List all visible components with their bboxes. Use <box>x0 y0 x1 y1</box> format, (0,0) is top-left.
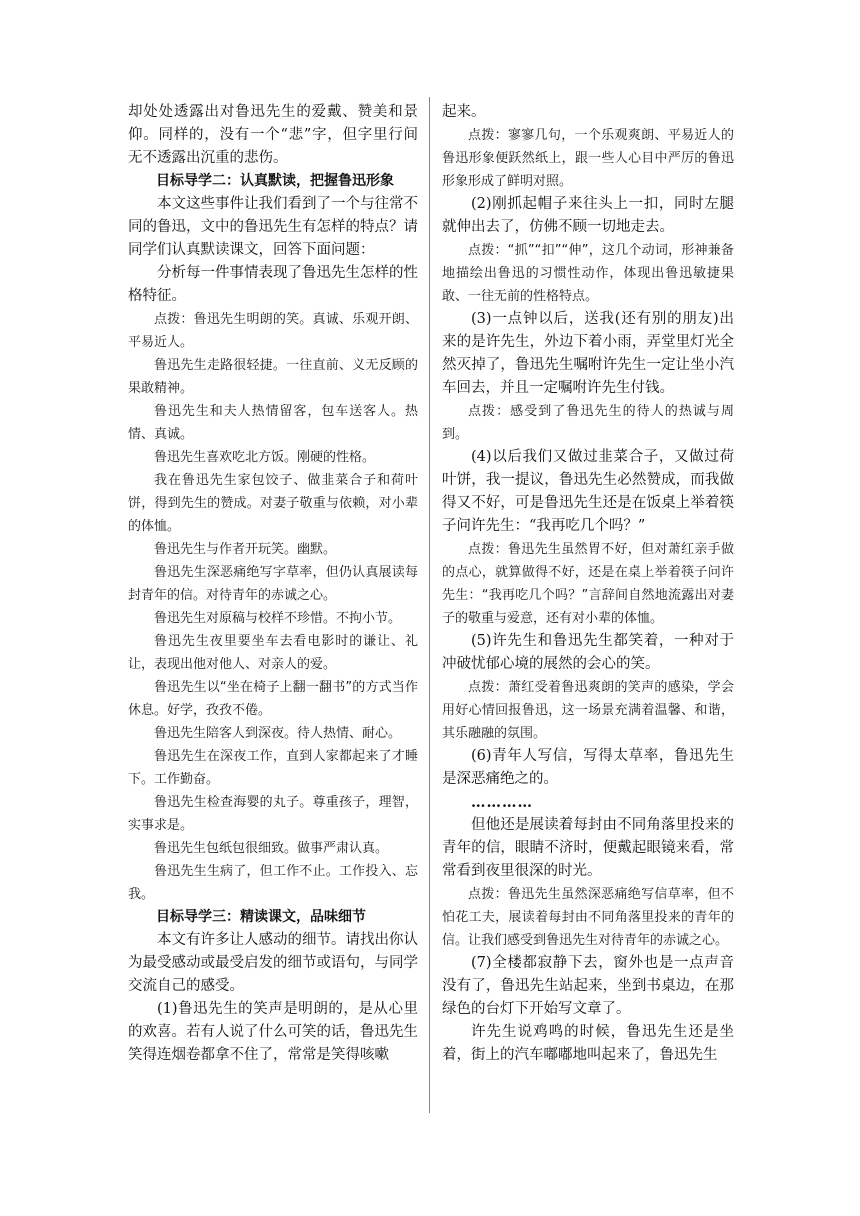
annotation-paragraph: 点拨：感受到了鲁迅先生的待人的热诚与周到。 <box>442 404 734 442</box>
annotation-paragraph: 鲁迅先生深恶痛绝写字草率，但仍认真展读每封青年的信。对待青年的赤诚之心。 <box>128 565 418 603</box>
annotation-paragraph: 点拨：鲁迅先生虽然深恶痛绝写信草率，但不怕花工夫，展读着每封由不同角落里投来的青年的信。让我们感受到鲁迅先生对待青年的赤诚之心。 <box>442 887 734 948</box>
body-paragraph: (4)以后我们又做过韭菜合子，又做过荷叶饼，我一提议，鲁迅先生必然赞成，而我做得又不好，可是鲁迅先生还是在饭桌上举着筷子问许先生：“我再吃几个吗？” <box>442 449 734 534</box>
annotation-paragraph: 鲁迅先生和夫人热情留客，包车送客人。热情、真诚。 <box>128 404 418 442</box>
left-column <box>128 101 418 1067</box>
body-paragraph: 本文有许多让人感动的细节。请找出你认为最受感动或最受启发的细节或语句，与同学交流自己的感受。 <box>128 932 418 994</box>
body-paragraph: (5)许先生和鲁迅先生都笑着，一种对于冲破忧郁心境的展然的会心的笑。 <box>442 633 734 672</box>
continued-paragraph: 却处处透露出对鲁迅先生的爱戴、赞美和景仰。同样的，没有一个“悲”字，但字里行间无不透露出沉重的悲伤。 <box>128 104 418 166</box>
annotation-paragraph: 我在鲁迅先生家包饺子、做韭菜合子和荷叶饼，得到先生的赞成。对妻子敬重与依赖，对小辈的体恤。 <box>128 473 418 534</box>
annotation-paragraph: 鲁迅先生检查海婴的丸子。尊重孩子，理智，实事求是。 <box>128 795 418 833</box>
annotation-paragraph: 鲁迅先生包纸包很细致。做事严肃认真。 <box>154 841 389 856</box>
annotation-paragraph: 鲁迅先生与作者开玩笑。幽默。 <box>154 542 337 557</box>
body-paragraph: 本文这些事件让我们看到了一个与往常不同的鲁迅，文中的鲁迅先生有怎样的特点？请同学们认真默读课文，回答下面问题： <box>128 196 418 258</box>
body-paragraph: 分析每一件事情表现了鲁迅先生怎样的性格特征。 <box>128 265 418 304</box>
right-column <box>442 101 734 1067</box>
body-paragraph: (1)鲁迅先生的笑声是明朗的，是从心里的欢喜。若有人说了什么可笑的话，鲁迅先生笑得连烟卷都拿不住了，常常是笑得咳嗽 <box>128 1001 418 1063</box>
column-divider <box>429 97 430 1113</box>
ellipsis-line: ………… <box>471 794 533 811</box>
annotation-paragraph: 点拨：萧红受着鲁迅爽朗的笑声的感染，学会用好心情回报鲁迅，这一场景充满着温馨、和谐，其乐融融的氛围。 <box>442 680 734 741</box>
annotation-paragraph: 点拨：“抓”“扣”“伸”，这几个动词，形神兼备地描绘出鲁迅的习惯性动作，体现出鲁迅敏捷果敢、一往无前的性格特点。 <box>442 243 734 304</box>
section-heading: 目标导学三：精读课文，品味细节 <box>156 909 366 925</box>
annotation-paragraph: 鲁迅先生走路很轻捷。一往直前、义无反顾的果敢精神。 <box>128 358 418 396</box>
body-paragraph: 许先生说鸡鸣的时候，鲁迅先生还是坐着，街上的汽车嘟嘟地叫起来了，鲁迅先生 <box>442 1024 734 1063</box>
body-paragraph: (2)刚抓起帽子来往头上一扣，同时左腿就伸出去了，仿佛不顾一切地走去。 <box>442 196 734 235</box>
body-paragraph: (6)青年人写信，写得太草率，鲁迅先生是深恶痛绝之的。 <box>442 748 734 787</box>
annotation-paragraph: 点拨：鲁迅先生明朗的笑。真诚、乐观开朗、平易近人。 <box>128 312 418 350</box>
continued-paragraph: 起来。 <box>442 104 486 120</box>
section-heading: 目标导学二：认真默读，把握鲁迅形象 <box>156 173 394 189</box>
annotation-paragraph: 鲁迅先生陪客人到深夜。待人热情、耐心。 <box>154 726 402 741</box>
body-paragraph: (7)全楼都寂静下去，窗外也是一点声音没有了，鲁迅先生站起来，坐到书桌边，在那绿色的台灯下开始写文章了。 <box>442 955 734 1017</box>
annotation-paragraph: 点拨：鲁迅先生虽然胃不好，但对萧红亲手做的点心，就算做得不好，还是在桌上举着筷子问许先生：“我再吃几个吗？”言辞间自然地流露出对妻子的敬重与爱意，还有对小辈的体恤。 <box>442 542 734 626</box>
annotation-paragraph: 鲁迅先生生病了，但工作不止。工作投入、忘我。 <box>128 864 418 902</box>
annotation-paragraph: 鲁迅先生喜欢吃北方饭。刚硬的性格。 <box>154 450 376 465</box>
body-paragraph: 但他还是展读着每封由不同角落里投来的青年的信，眼睛不济时，便戴起眼镜来看，常常看到夜里很深的时光。 <box>442 817 734 879</box>
body-paragraph: (3)一点钟以后，送我(还有别的朋友)出来的是许先生，外边下着小雨，弄堂里灯光全然灭掉了，鲁迅先生嘱咐许先生一定让坐小汽车回去，并且一定嘱咐许先生付钱。 <box>442 311 734 396</box>
annotation-paragraph: 点拨：寥寥几句，一个乐观爽朗、平易近人的鲁迅形象便跃然纸上，跟一些人心目中严厉的鲁迅形象形成了鲜明对照。 <box>442 128 734 189</box>
annotation-paragraph: 鲁迅先生夜里要坐车去看电影时的谦让、礼让，表现出他对他人、对亲人的爱。 <box>128 634 418 672</box>
annotation-paragraph: 鲁迅先生在深夜工作，直到人家都起来了才睡下。工作勤奋。 <box>128 749 418 787</box>
annotation-paragraph: 鲁迅先生以“坐在椅子上翻一翻书”的方式当作休息。好学，孜孜不倦。 <box>128 680 418 718</box>
annotation-paragraph: 鲁迅先生对原稿与校样不珍惜。不拘小节。 <box>154 611 402 626</box>
